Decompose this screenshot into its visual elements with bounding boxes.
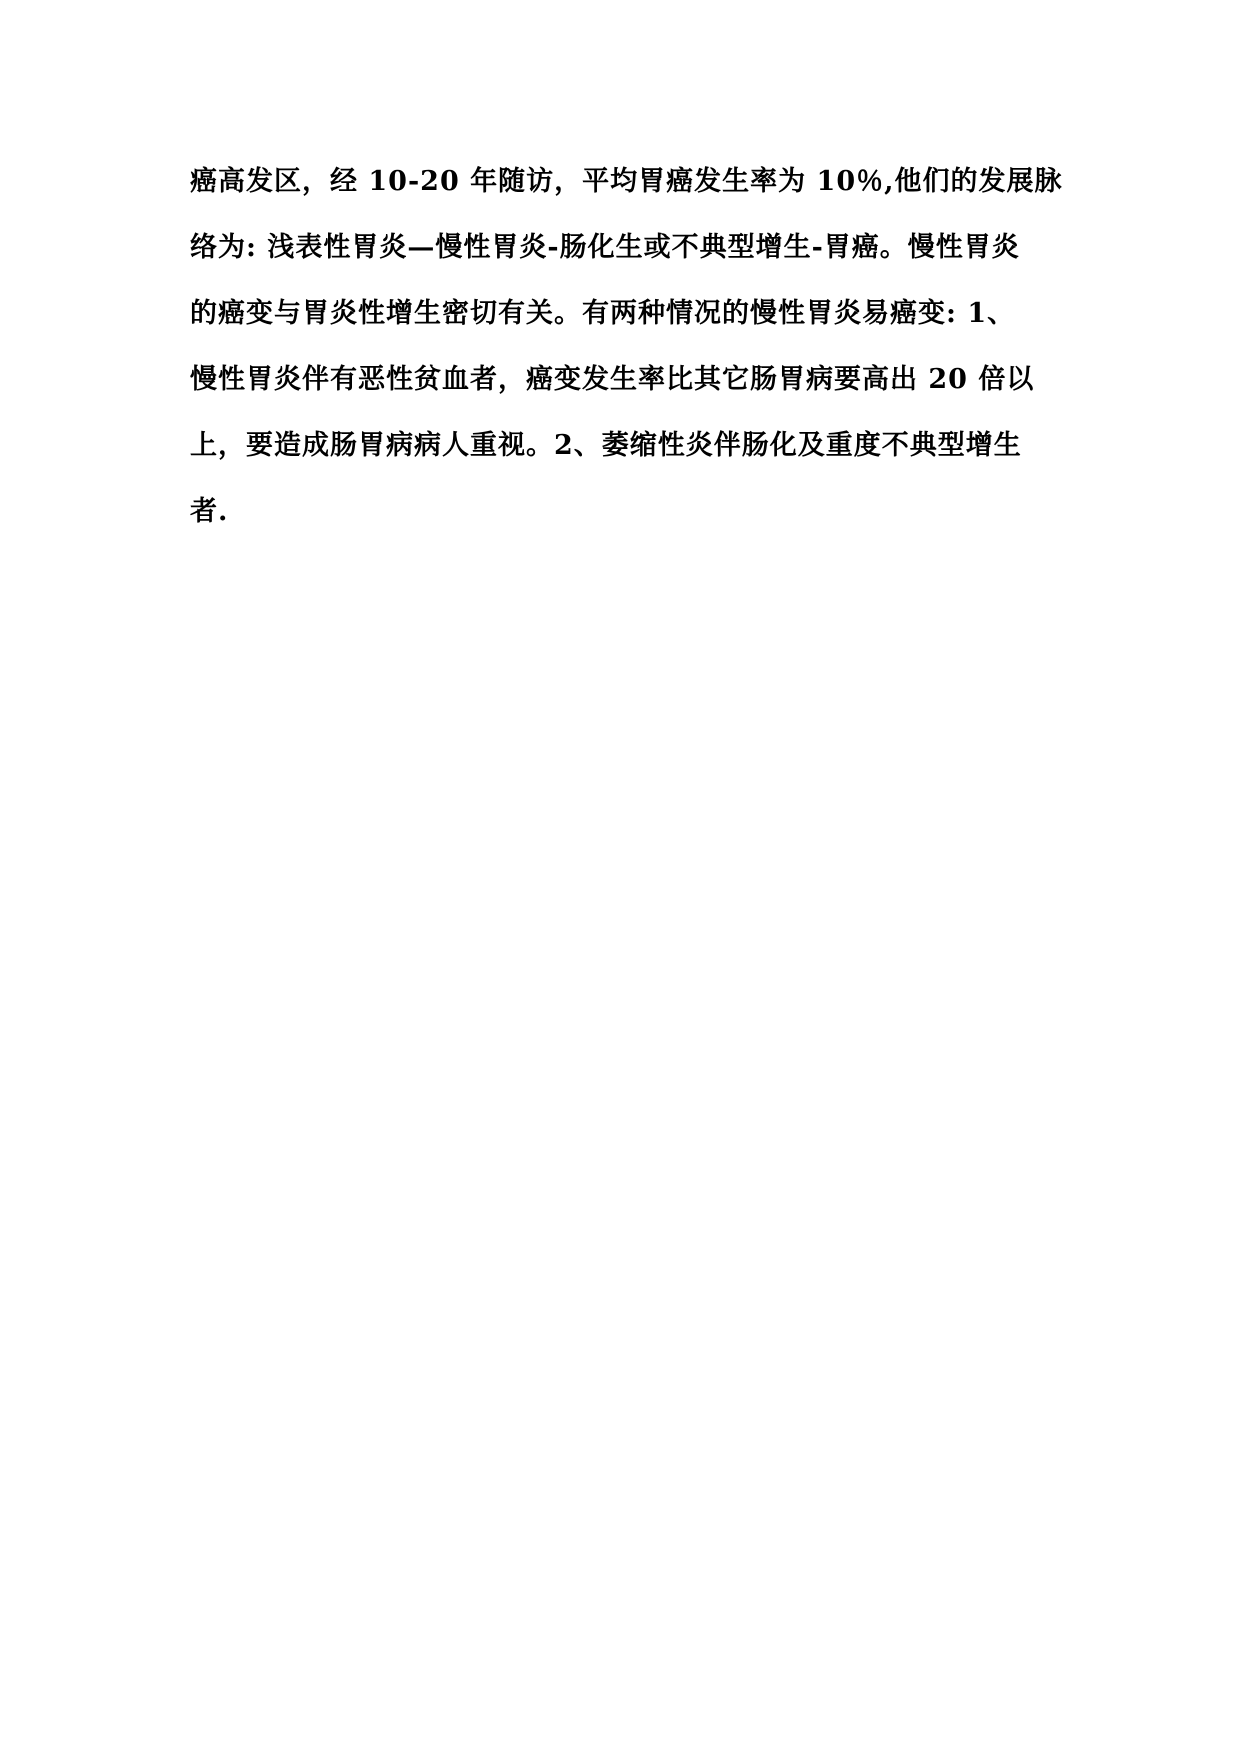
body-paragraph [190,160,1063,556]
paragraph-line: 癌高发区，经 10-20 年随访，平均胃癌发生率为 10％,他们的发展脉 [190,166,1063,197]
paragraph-line: 络为: 浅表性胃炎—慢性胃炎-肠化生或不典型增生-胃癌。慢性胃炎 [190,232,1020,263]
paragraph-line: 者. [190,496,229,527]
paragraph-line: 的癌变与胃炎性增生密切有关。有两种情况的慢性胃炎易癌变: 1、 [190,298,1016,329]
paragraph-line: 上，要造成肠胃病病人重视。2、萎缩性炎伴肠化及重度不典型增生 [190,430,1022,461]
paragraph-line: 慢性胃炎伴有恶性贫血者，癌变发生率比其它肠胃病要高出 20 倍以 [190,364,1035,395]
